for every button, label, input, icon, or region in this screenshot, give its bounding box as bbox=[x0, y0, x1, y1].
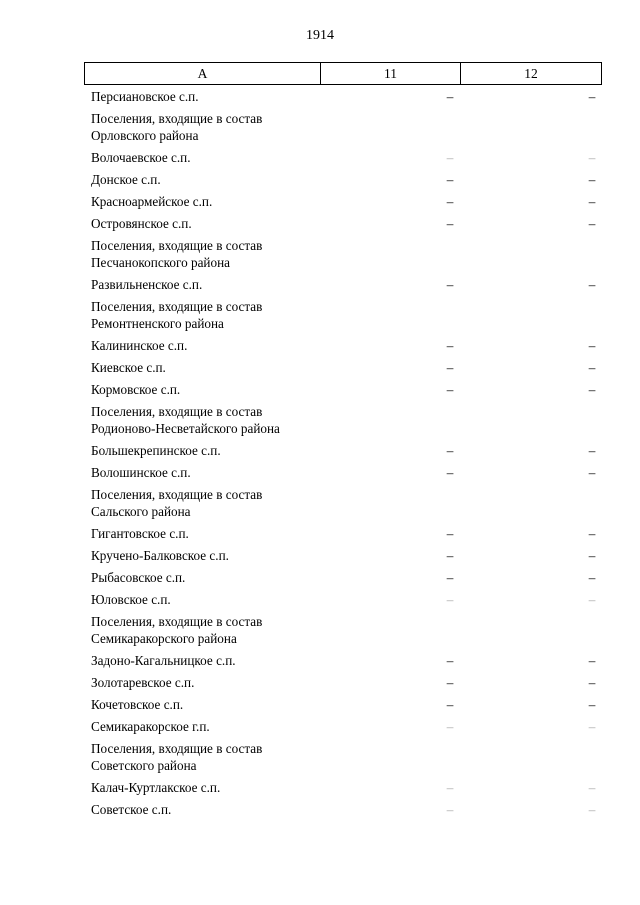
settlement-name: Советское с.п. bbox=[91, 802, 172, 817]
table-row bbox=[91, 611, 601, 650]
cell-col-11: – bbox=[446, 653, 454, 668]
settlement-name: Калач-Куртлакское с.п. bbox=[91, 780, 221, 795]
table-row bbox=[91, 694, 601, 716]
cell-col-11: – bbox=[446, 802, 454, 817]
settlement-name: Поселения, входящие в состав Семикаракорского района bbox=[91, 614, 263, 646]
table-row bbox=[91, 147, 601, 169]
cell-col-12: – bbox=[588, 592, 596, 607]
cell-col-11: – bbox=[446, 719, 454, 734]
cell-col-12: – bbox=[588, 548, 596, 563]
table-row bbox=[91, 777, 601, 799]
settlement-name: Поселения, входящие в состав Ремонтненского района bbox=[91, 299, 263, 331]
cell-col-11: – bbox=[446, 465, 454, 480]
cell-col-11: – bbox=[446, 172, 454, 187]
table-row bbox=[91, 567, 601, 589]
table-row bbox=[91, 650, 601, 672]
cell-col-11: – bbox=[446, 338, 454, 353]
cell-col-12: – bbox=[588, 216, 596, 231]
settlement-name: Островянское с.п. bbox=[91, 216, 192, 231]
cell-col-12: – bbox=[588, 526, 596, 541]
table-row bbox=[91, 484, 601, 523]
column-header-12: 12 bbox=[461, 63, 602, 85]
cell-col-12: – bbox=[588, 570, 596, 585]
settlement-name: Киевское с.п. bbox=[91, 360, 166, 375]
settlement-name: Развильненское с.п. bbox=[91, 277, 203, 292]
table-body bbox=[91, 86, 601, 821]
cell-col-12: – bbox=[588, 675, 596, 690]
cell-col-12: – bbox=[588, 465, 596, 480]
table-row bbox=[91, 440, 601, 462]
table-row bbox=[91, 213, 601, 235]
cell-col-12: – bbox=[588, 338, 596, 353]
cell-col-11: – bbox=[446, 443, 454, 458]
table-row bbox=[91, 379, 601, 401]
header-row bbox=[85, 63, 602, 85]
table-row bbox=[91, 235, 601, 274]
settlement-name: Поселения, входящие в состав Сальского района bbox=[91, 487, 263, 519]
cell-col-11: – bbox=[446, 780, 454, 795]
cell-col-11: – bbox=[446, 194, 454, 209]
settlement-name: Кормовское с.п. bbox=[91, 382, 181, 397]
table-row bbox=[91, 462, 601, 484]
settlement-name: Поселения, входящие в состав Советского района bbox=[91, 741, 263, 773]
cell-col-12: – bbox=[588, 277, 596, 292]
cell-col-12: – bbox=[588, 150, 596, 165]
cell-col-11: – bbox=[446, 277, 454, 292]
cell-col-11: – bbox=[446, 526, 454, 541]
cell-col-12: – bbox=[588, 194, 596, 209]
cell-col-11: – bbox=[446, 216, 454, 231]
table-row bbox=[91, 357, 601, 379]
cell-col-11: – bbox=[446, 150, 454, 165]
cell-col-12: – bbox=[588, 382, 596, 397]
table-row bbox=[91, 589, 601, 611]
table-row bbox=[91, 191, 601, 213]
settlement-name: Волочаевское с.п. bbox=[91, 150, 191, 165]
settlement-name: Красноармейское с.п. bbox=[91, 194, 213, 209]
settlement-name: Кручено-Балковское с.п. bbox=[91, 548, 229, 563]
settlement-name: Задоно-Кагальницкое с.п. bbox=[91, 653, 236, 668]
cell-col-12: – bbox=[588, 719, 596, 734]
settlement-name: Семикаракорское г.п. bbox=[91, 719, 210, 734]
cell-col-12: – bbox=[588, 697, 596, 712]
cell-col-11: – bbox=[446, 548, 454, 563]
cell-col-12: – bbox=[588, 172, 596, 187]
settlement-name: Поселения, входящие в состав Орловского района bbox=[91, 111, 263, 143]
column-header-11: 11 bbox=[321, 63, 461, 85]
table-row bbox=[91, 401, 601, 440]
settlement-name: Рыбасовское с.п. bbox=[91, 570, 186, 585]
page-number: 1914 bbox=[306, 28, 334, 43]
cell-col-12: – bbox=[588, 360, 596, 375]
cell-col-11: – bbox=[446, 697, 454, 712]
settlement-name: Золотаревское с.п. bbox=[91, 675, 195, 690]
cell-col-11: – bbox=[446, 570, 454, 585]
cell-col-12: – bbox=[588, 653, 596, 668]
table-row bbox=[91, 169, 601, 191]
settlement-name: Кочетовское с.п. bbox=[91, 697, 184, 712]
table-row bbox=[91, 296, 601, 335]
table-header bbox=[84, 62, 602, 85]
table-row bbox=[91, 672, 601, 694]
cell-col-12: – bbox=[588, 443, 596, 458]
settlement-name: Поселения, входящие в состав Песчанокопского района bbox=[91, 238, 263, 270]
cell-col-11: – bbox=[446, 360, 454, 375]
cell-col-11: – bbox=[446, 89, 454, 104]
cell-col-12: – bbox=[588, 89, 596, 104]
table-row bbox=[91, 274, 601, 296]
column-header-a: А bbox=[85, 63, 321, 85]
settlement-name: Калининское с.п. bbox=[91, 338, 188, 353]
table-row bbox=[91, 799, 601, 821]
settlement-name: Большекрепинское с.п. bbox=[91, 443, 221, 458]
table-row bbox=[91, 108, 601, 147]
table-row bbox=[91, 523, 601, 545]
settlement-name: Донское с.п. bbox=[91, 172, 161, 187]
cell-col-11: – bbox=[446, 592, 454, 607]
table-row bbox=[91, 716, 601, 738]
settlement-name: Волошинское с.п. bbox=[91, 465, 191, 480]
cell-col-11: – bbox=[446, 675, 454, 690]
settlement-name: Поселения, входящие в состав Родионово-Несветайского района bbox=[91, 404, 280, 436]
cell-col-11: – bbox=[446, 382, 454, 397]
table-row bbox=[91, 86, 601, 108]
table-row bbox=[91, 335, 601, 357]
table-row bbox=[91, 545, 601, 567]
table-row bbox=[91, 738, 601, 777]
settlement-name: Юловское с.п. bbox=[91, 592, 171, 607]
settlement-name: Гигантовское с.п. bbox=[91, 526, 189, 541]
settlement-name: Персиановское с.п. bbox=[91, 89, 199, 104]
cell-col-12: – bbox=[588, 780, 596, 795]
cell-col-12: – bbox=[588, 802, 596, 817]
